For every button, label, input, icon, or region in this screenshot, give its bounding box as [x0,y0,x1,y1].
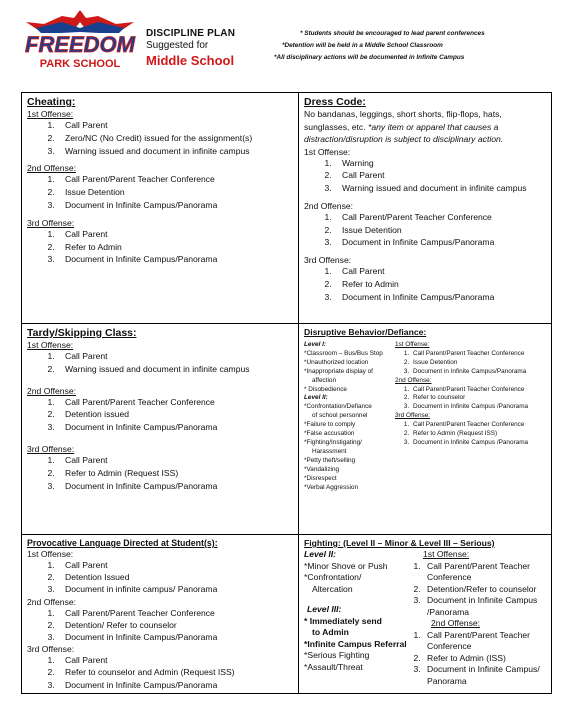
offense-list [304,211,546,249]
offense-list [304,157,546,195]
list-item: 3. Document in Infinite Campus/Panorama [334,236,546,249]
list-item: 2. Detention/Refer to counselor [423,584,551,596]
offense-list [27,559,293,596]
behavior-item: *Minor Shove or Push [304,560,388,571]
offense-label: 1st Offense: [27,109,74,119]
level-label: Level I: [304,341,327,348]
list-item: 3. Document in Infinite Campus/Panorama [57,421,293,434]
page-subtitle: Suggested for [146,40,209,51]
offense-label: 2nd Offense: [395,376,432,384]
behavior-item: *Unauthorized location [304,358,369,366]
behavior-item: *Classroom – Bus/Bus Stop [304,349,383,357]
list-item: 1. Call Parent/Parent Teacher Conference [334,211,546,224]
level-label: Level II: [304,549,336,559]
list-item: 1. Call Parent/Parent Teacher Conference [57,607,293,619]
level-label: Level II: [304,394,328,402]
behavior-item: of school personnel [312,412,368,420]
offense-label: 1st Offense: [395,341,430,348]
notes-block [274,28,485,64]
list-item: 3. Document in Infinite Campus/ Panorama [423,664,551,687]
title-block [146,28,235,68]
offense-list [304,265,546,303]
note: *Detention will be held in a Middle School Classroom [282,42,443,49]
list-item: 2. Refer to counselor and Admin (Request ISS) [57,666,293,678]
offense-label: 2nd Offense: [27,163,77,174]
list-item: 2. Detention issued [57,408,293,421]
list-item: 2. Issue Detention [57,186,293,199]
offense-list [27,228,293,266]
list-item: 1. Call Parent [57,228,293,241]
section-title: Disruptive Behavior/Defiance: [304,327,427,337]
offense-list [27,396,293,434]
offense-label: 3rd Offense: [27,644,75,655]
behavior-item: *Failure to comply [304,421,356,429]
offense-label: 3rd Offense: [304,255,352,266]
list-item: 1. Call Parent/Parent Teacher Conference [57,173,293,186]
offense-list [27,607,293,644]
logo-word1: FREEDOM [25,32,135,57]
list-item: 1. Call Parent [57,559,293,571]
tardy-section [22,324,298,534]
behavior-item: *Petty theft/selling [304,456,356,464]
note: * Students should be encouraged to lead parent conferences [300,30,485,37]
behavior-item: *Fighting/Instigating/ [304,438,362,446]
behavior-item: * Disobedience [304,385,347,393]
list-item: 2. Refer to Admin (Request ISS) [57,467,293,480]
section-title: Fighting: (Level II – Minor & Level III – Serious) [304,538,495,548]
section-title: Dress Code: [304,96,366,108]
offense-list [411,561,551,619]
cheating-section [22,93,298,323]
list-item: 1. Call Parent [57,119,293,132]
behavior-item: affection [312,376,337,384]
list-item: 1. Call Parent/Parent Teacher Conference [411,386,545,395]
list-item: 3. Warning issued and document in infinite campus [57,145,293,158]
list-item: 3. Document in Infinite Campus/Panorama [57,679,293,691]
behavior-item: *Confrontation/ [304,572,362,582]
offense-label: 2nd Offense: [304,200,354,211]
offense-label: 3rd Offense: [395,412,431,420]
behavior-item: *False accusation [304,430,355,438]
offense-list [411,630,551,688]
list-item: 3. Document in infinite campus/ Panorama [57,583,293,595]
offense-list [27,454,293,492]
behavior-item: Harassment [312,447,347,455]
behavior-item: *Infinite Campus Referral [304,638,407,649]
list-item: 1. Call Parent [57,454,293,467]
offense-list [395,386,545,413]
description-note: *any item or apparel that causes a distraction/disruption is subject to disciplinary action. [304,121,504,144]
offense-list [395,350,545,377]
school-level: Middle School [146,53,235,68]
offense-list [27,654,293,691]
school-logo [22,8,138,74]
list-item: 1. Call Parent [334,265,546,278]
offense-label: 2nd Offense: [27,385,77,396]
behavior-levels [304,341,398,492]
disruptive-offenses [395,341,545,448]
level-label: Level III: [307,604,342,614]
offense-label: 2nd Offense: [27,596,77,607]
list-item: 2. Detention/ Refer to counselor [57,619,293,631]
list-item: 3. Warning issued and document in infinite campus [334,182,546,195]
list-item: 2. Refer to Admin [57,241,293,254]
offense-label: 3rd Offense: [27,217,75,228]
section-title: Provocative Language Directed at Student(s): [27,538,218,548]
list-item: 3. Document in Infinite Campus/Panorama [57,253,293,266]
fighting-section [299,535,551,693]
list-item: 2. Zero/NC (No Credit) issued for the assignment(s) [57,132,293,145]
list-item: 1. Call Parent/Parent Teacher Conference [411,421,545,430]
list-item: 3. Document in Infinite Campus /Panorama [411,403,545,412]
list-item: 2. Warning issued and document in infinite campus [57,363,293,376]
offense-label: 3rd Offense: [27,443,75,454]
offense-list [27,173,293,211]
list-item: 2. Refer to counselor [411,394,545,403]
list-item: 1. Call Parent [57,350,293,363]
list-item: 3. Document in Infinite Campus/Panorama [57,199,293,212]
section-title: Cheating: [27,96,76,108]
list-item: 2. Refer to Admin [334,278,546,291]
behavior-item: *Vandalizing [304,465,340,473]
behavior-item: * Immediately send [304,615,382,626]
offense-list [395,421,545,448]
list-item: 2. Detention Issued [57,571,293,583]
offense-list [27,119,293,157]
list-item: 3. Document in Infinite Campus/Panorama [334,291,546,304]
list-item: 3. Document in Infinite Campus/Panorama [411,368,545,377]
section-title: Tardy/Skipping Class: [27,327,137,339]
dress-code-section [299,93,551,323]
provocative-language-section [22,535,298,693]
list-item: 2. Refer to Admin (ISS) [423,653,551,665]
behavior-item: *Verbal Aggression [304,483,359,491]
list-item: 1. Call Parent/Parent Teacher Conference [57,396,293,409]
behavior-item: *Assault/Threat [304,661,363,672]
offense-label: 1st Offense: [423,549,470,559]
note: *All disciplinary actions will be documented in Infinite Campus [274,54,465,61]
list-item: 2. Issue Detention [411,359,545,368]
behavior-item: Altercation [312,583,353,594]
behavior-item: to Admin [312,627,349,637]
description-text: No bandanas, leggings, short shorts, flip-flops, hats, sunglasses, etc. [304,109,502,132]
fighting-levels [304,549,416,673]
list-item: 2. Refer to Admin (Request ISS) [411,430,545,439]
offense-label: 2nd Offense: [431,618,481,628]
behavior-item: *Serious Fighting [304,650,370,660]
fighting-offenses [411,549,551,687]
list-item: 3. Document in Infinite Campus/Panorama [57,480,293,493]
behavior-item: *Inappropriate display of [304,367,373,375]
offense-label: 1st Offense: [27,340,74,350]
eagle-logo-icon [22,8,138,74]
list-item: 1. Call Parent [57,654,293,666]
offense-label: 1st Offense: [304,146,351,157]
list-item: 1. Call Parent/Parent Teacher Conference [411,350,545,359]
list-item: 3. Document in Infinite Campus /Panorama [411,439,545,448]
list-item: 2. Call Parent [334,169,546,182]
discipline-grid [21,92,552,694]
behavior-item: *Confrontation/Defiance [304,403,372,411]
disruptive-section [299,324,551,534]
list-item: 1. Warning [334,157,546,170]
list-item: 2. Issue Detention [334,224,546,237]
page-title: DISCIPLINE PLAN [146,28,236,39]
offense-list [27,350,293,376]
dress-code-description [304,108,546,146]
logo-word2: PARK SCHOOL [39,58,121,70]
behavior-item: *Disrespect [304,474,337,482]
list-item: 3. Document in Infinite Campus /Panorama [423,595,551,618]
offense-label: 1st Offense: [27,549,74,559]
list-item: 1. Call Parent/Parent Teacher Conference [423,561,551,584]
list-item: 3. Document in Infinite Campus/Panorama [57,631,293,643]
list-item: 1. Call Parent/Parent Teacher Conference [423,630,551,653]
